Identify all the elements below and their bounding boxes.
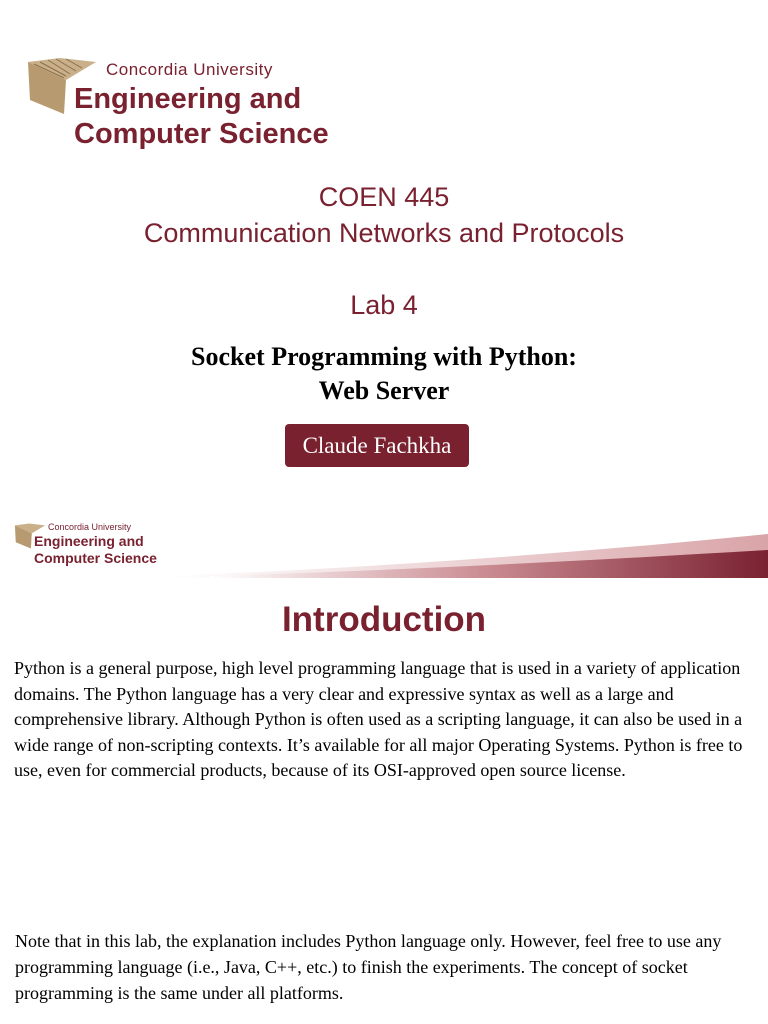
logo-line-2: Computer Science bbox=[34, 550, 157, 566]
intro-paragraph: Python is a general purpose, high level programming language that is used in a variety of application domains. The Python language has a very clear and expressive syntax as well as a large and comprehensive library. Although Python is often used as a scripting language, it can also be used in a wide range of non-scripting contexts. It’s available for all major Operating Systems. Python is free to use, even for commercial products, because of its OSI-approved open source license. bbox=[14, 658, 743, 780]
author-badge: Claude Fachkha bbox=[285, 424, 469, 467]
slide-title: Introduction bbox=[281, 600, 487, 639]
subtitle-line-2: Web Server bbox=[318, 376, 450, 405]
note-paragraph: Note that in this lab, the explanation includes Python language only. However, feel free to use any programming language (i.e., Java, C++, etc.) to finish the experiments. The concept of socket programming is the same under all platforms. bbox=[15, 931, 722, 1003]
logo-line-2: Computer Science bbox=[74, 118, 329, 150]
course-name: Communication Networks and Protocols bbox=[143, 218, 625, 248]
lab-number: Lab 4 bbox=[350, 290, 418, 320]
course-code: COEN 445 bbox=[318, 182, 450, 212]
logo-university-name: Concordia University bbox=[106, 60, 273, 79]
header-swoosh-decoration bbox=[170, 522, 768, 578]
logo-university-name: Concordia University bbox=[48, 522, 132, 532]
introduction-slide bbox=[0, 512, 768, 1024]
university-logo-small bbox=[14, 522, 174, 582]
logo-line-1: Engineering and bbox=[34, 533, 144, 549]
logo-line-1: Engineering and bbox=[74, 83, 302, 115]
subtitle-line-1: Socket Programming with Python: bbox=[191, 342, 577, 371]
university-logo bbox=[26, 52, 386, 162]
